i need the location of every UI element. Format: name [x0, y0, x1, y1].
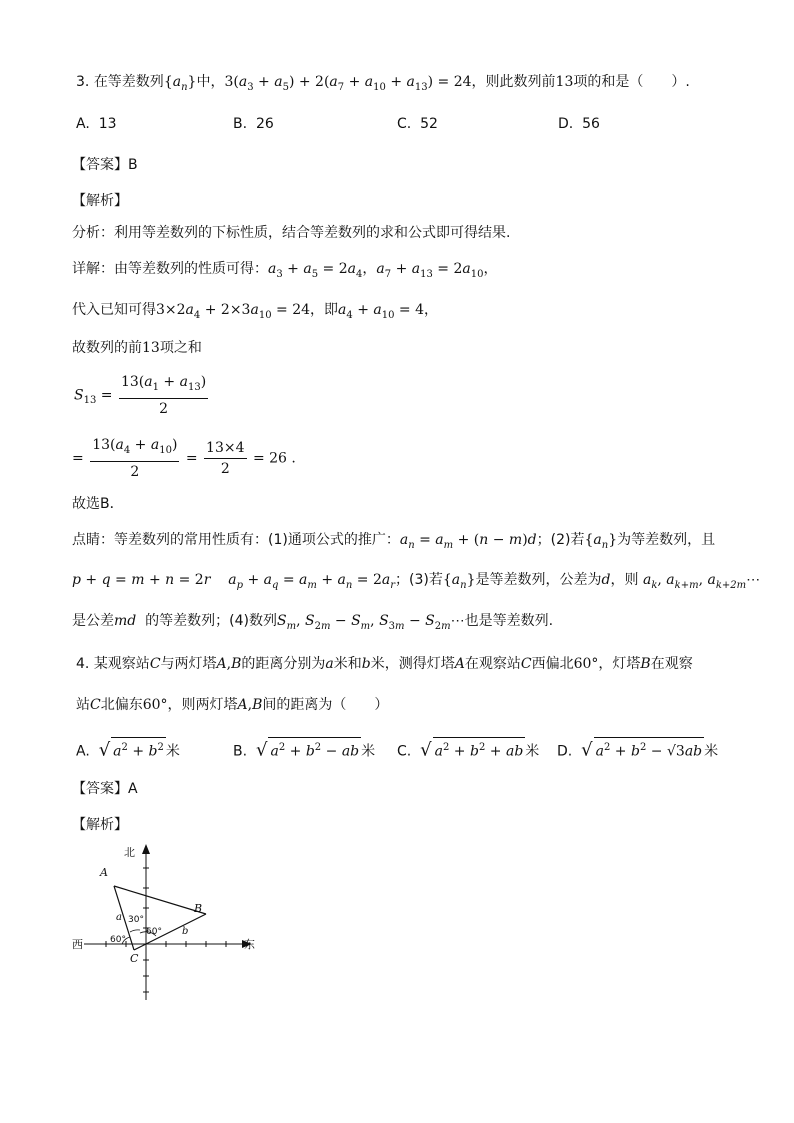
label-A: A	[100, 866, 108, 879]
q3-seq-symbol: $\{a_n\}$	[163, 74, 197, 93]
q3-analysis-tag: 【解析】	[72, 193, 128, 209]
q3-number: 3.	[76, 74, 90, 90]
north-arrow	[142, 844, 150, 854]
q4-answer: 【答案】A	[72, 781, 138, 797]
label-60-east: 60°	[146, 927, 162, 937]
q4-option-b: B. √ $a^2 + b^2$ − ab 米	[233, 737, 375, 762]
q3-dianjing-3: 是公差md 的等差数列；(4)数列$S_m$, $S_{2m} - S_m$, $S_{3m}$ − $S_{2m}\cdots$也是等差数列.	[72, 613, 554, 632]
q3-sum-formula-1: $S_{13}$ = $\frac{13(a_1 + a_{13})}{2}$	[74, 374, 207, 417]
q4-number: 4.	[76, 656, 90, 672]
q4-diagram	[66, 838, 266, 1008]
label-east: 东	[244, 938, 255, 951]
q3-xiangjie: 详解：由等差数列的性质可得：$a_3 + a_5 = 2a_4$，$a_7 + a_{13} = 2a_{10}$，	[72, 261, 498, 280]
label-C: C	[130, 952, 139, 965]
q3-dianjing-2: p + q = m + n = 2r $a_p + a_q = a_m + a_n = 2a_r$；(3)若$\{a_n\}$是等差数列，公差为d，则 $a_k$, $a_{k+m}$, $a_{k+2m}\cdots$	[72, 572, 761, 591]
label-60-west: 60°	[110, 935, 126, 945]
label-a: a	[116, 912, 122, 923]
label-30: 30°	[128, 915, 144, 925]
q4-option-c: C. √ $a^2 + b^2$ + ab 米	[397, 737, 539, 762]
q3-option-d: D. 56	[558, 116, 600, 132]
q4-option-d: D. √ $a^2 + b^2 - √3ab$ 米	[557, 737, 718, 762]
segment-AB	[114, 886, 206, 914]
q3-option-b: B. 26	[233, 116, 274, 132]
label-north: 北	[124, 846, 135, 859]
label-B: B	[194, 902, 203, 915]
arc-30	[130, 930, 140, 932]
q4-stem-line1: 4. 某观察站C与两灯塔A,B的距离分别为a米和b米，测得灯塔A在观察站C西偏北60°，灯塔B在观察	[76, 656, 693, 672]
q3-dianjing-1: 点睛：等差数列的常用性质有：(1)通项公式的推广：$a_n = a_m + (n - m)d$；(2)若$\{a_n\}$为等差数列，且	[72, 532, 716, 551]
q3-sum-formula-2: = $\frac{13(a_4 + a_{10})}{2}$ = $\frac{13\times 4}{2}$ = 26 .	[72, 437, 296, 480]
q4-option-a: A. √ $a^2 + b^2$ 米	[76, 737, 180, 762]
q3-condition: $3(a_3 + a_5) + 2(a_7 + a_{10} + a_{13}) = 24$	[224, 74, 472, 93]
q3-guxuan: 故选B．	[72, 496, 124, 512]
q4-analysis-tag: 【解析】	[72, 817, 128, 833]
q3-option-a: A. 13	[76, 116, 117, 132]
q3-daishi: 代入已知可得$3\times 2a_4 + 2\times 3a_{10} = 24$，即$a_4 + a_{10} = 4$，	[72, 302, 439, 321]
q3-answer: 【答案】B	[72, 157, 138, 173]
label-b: b	[182, 926, 189, 937]
q3-gu: 故数列的前13项之和	[72, 340, 202, 356]
q4-stem-line2: 站C北偏东60°，则两灯塔A,B间的距离为（ ）	[76, 697, 389, 713]
q3-stem: 3. 在等差数列$\{a_n\}$中，$3(a_3 + a_5) + 2(a_7 + a_{10} + a_{13}) = 24$，则此数列前13项的和是（ ）.	[76, 74, 690, 93]
q3-option-c: C. 52	[397, 116, 438, 132]
label-west: 西	[72, 938, 83, 951]
q3-fenxi: 分析：利用等差数列的下标性质，结合等差数列的求和公式即可得结果.	[72, 225, 511, 241]
